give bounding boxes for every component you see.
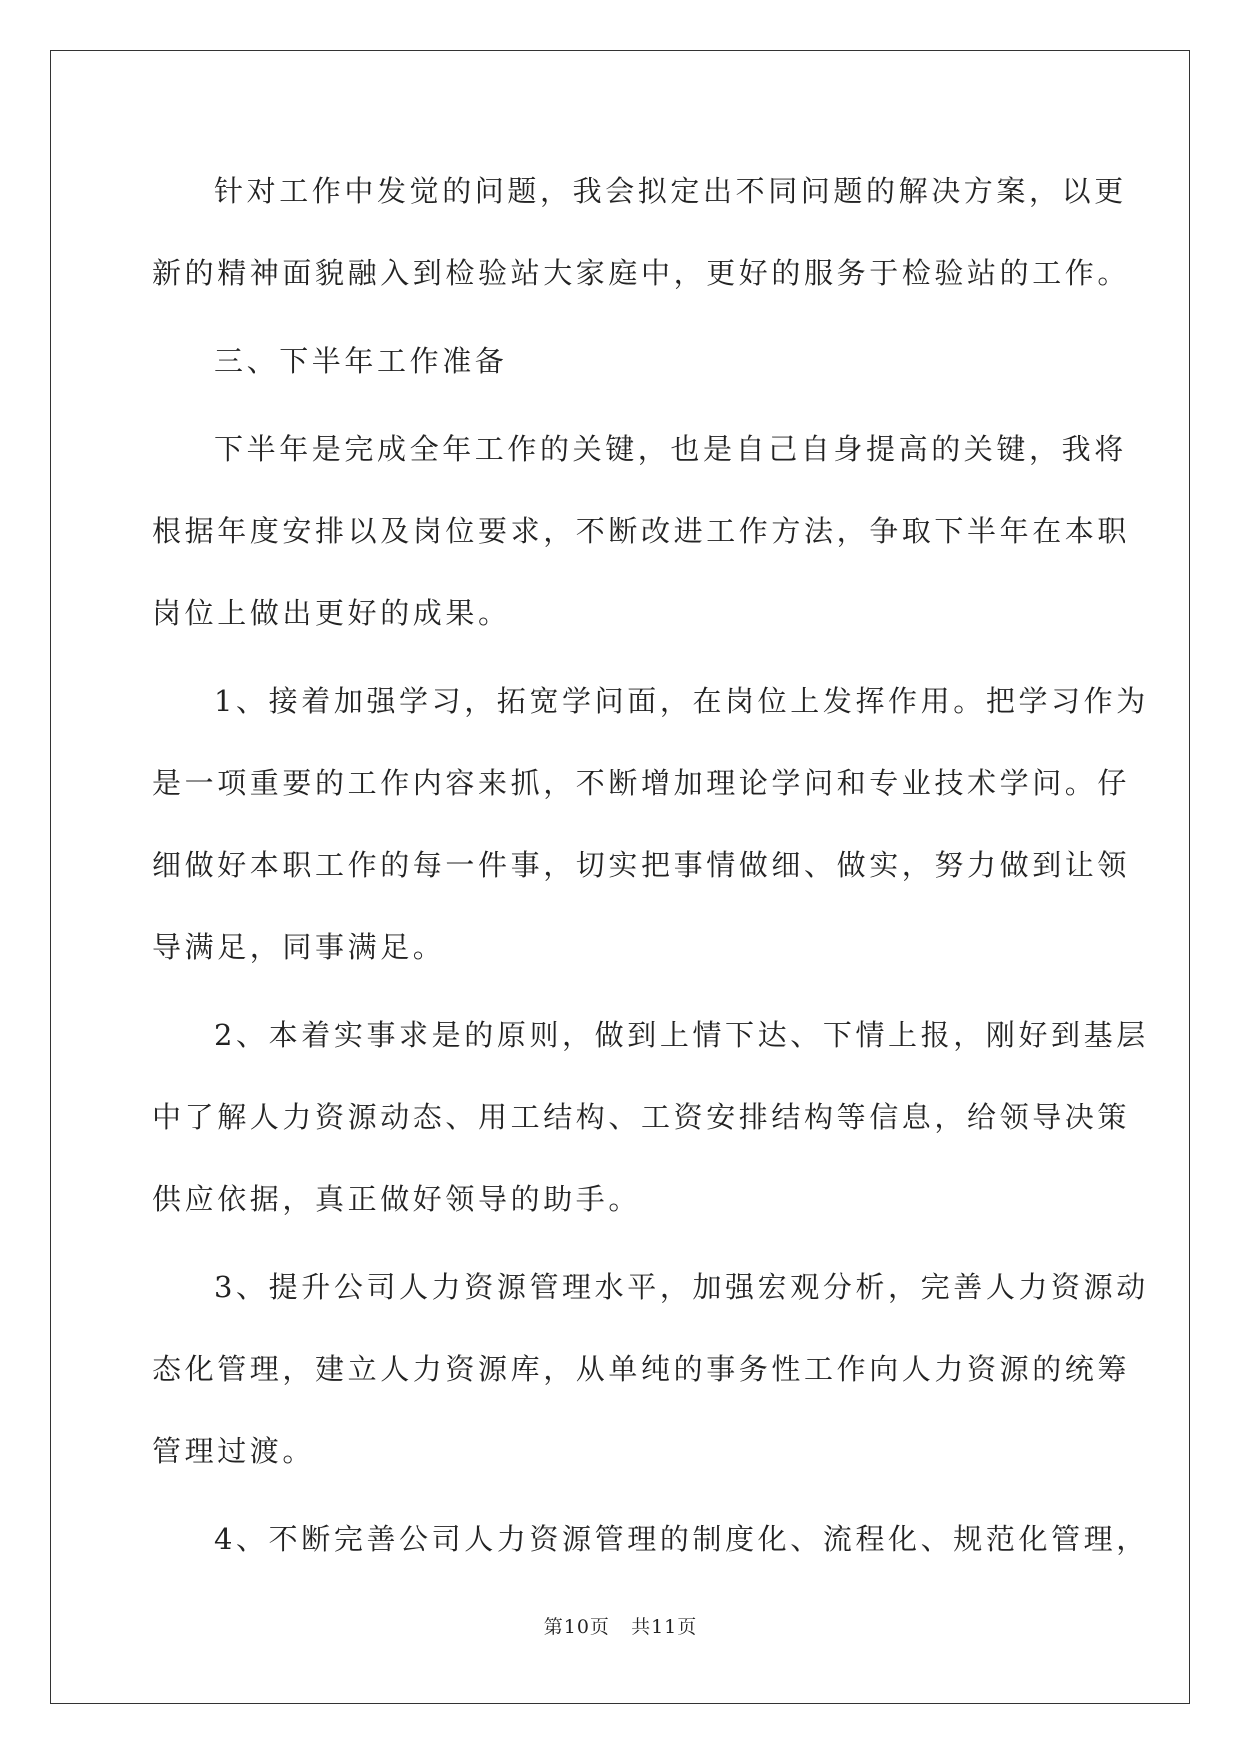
total-pages: 共11页 [631,1616,698,1638]
text-line: 1、接着加强学习，拓宽学问面，在岗位上发挥作用。把学习作为 [214,684,1149,718]
section-heading [152,320,1089,402]
text-line: 中了解人力资源动态、用工结构、工资安排结构等信息，给领导决策 [152,1100,1131,1134]
paragraph-6 [152,1498,1149,1580]
page-number: 第10页 [543,1616,610,1638]
paragraph-1 [152,150,1131,314]
text-line: 细做好本职工作的每一件事，切实把事情做细、做实，努力做到让领 [152,848,1131,882]
text-line: 管理过渡。 [152,1434,316,1468]
text-line: 4、不断完善公司人力资源管理的制度化、流程化、规范化管理， [214,1522,1149,1556]
text-line: 针对工作中发觉的问题，我会拟定出不同问题的解决方案，以更 [214,174,1127,208]
text-line: 态化管理，建立人力资源库，从单纯的事务性工作向人力资源的统筹 [152,1352,1131,1386]
paragraph-3 [152,660,1149,988]
page-footer [0,1612,1241,1639]
text-line: 供应依据，真正做好领导的助手。 [152,1182,642,1216]
paragraph-5 [152,1246,1149,1492]
text-line: 导满足，同事满足。 [152,930,446,964]
text-line: 2、本着实事求是的原则，做到上情下达、下情上报，刚好到基层 [214,1018,1149,1052]
text-line: 新的精神面貌融入到检验站大家庭中，更好的服务于检验站的工作。 [152,256,1131,290]
text-line: 3、提升公司人力资源管理水平，加强宏观分析，完善人力资源动 [214,1270,1149,1304]
paragraph-2 [152,408,1131,654]
heading-line: 三、下半年工作准备 [214,344,508,378]
text-line: 根据年度安排以及岗位要求，不断改进工作方法，争取下半年在本职 [152,514,1131,548]
text-line: 下半年是完成全年工作的关键，也是自己自身提高的关键，我将 [214,432,1127,466]
text-line: 是一项重要的工作内容来抓，不断增加理论学问和专业技术学问。仔 [152,766,1131,800]
paragraph-4 [152,994,1149,1240]
document-body [152,150,1149,1586]
text-line: 岗位上做出更好的成果。 [152,596,511,630]
